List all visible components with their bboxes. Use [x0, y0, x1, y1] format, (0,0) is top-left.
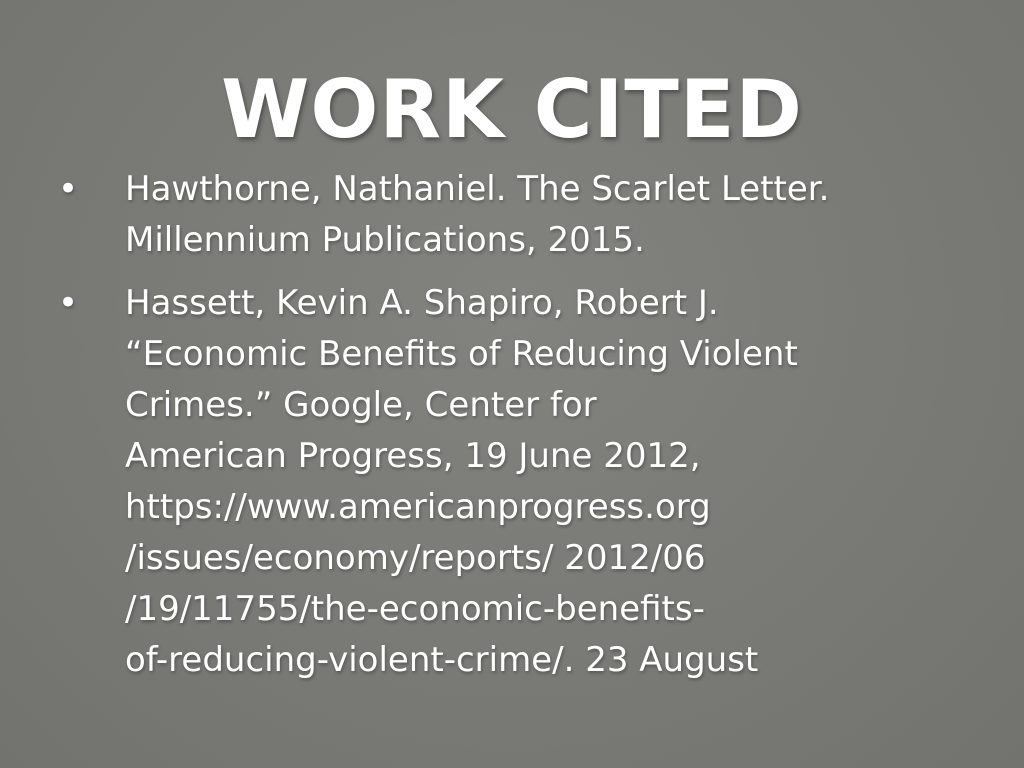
citation-line: Hassett, Kevin A. Shapiro, Robert J.	[125, 283, 719, 323]
bullet-icon: •	[58, 169, 79, 209]
citation-list	[0, 164, 1024, 680]
citation-line: Millennium Publications, 2015.	[125, 220, 645, 260]
citation-line: https://www.americanprogress.org	[125, 487, 711, 527]
slide-title: WORK CITED	[221, 63, 803, 156]
citation-line: /issues/economy/reports/ 2012/06	[125, 538, 706, 578]
bullet-icon: •	[58, 283, 79, 323]
citation-line: /19/11755/the-economic-benefits-	[125, 589, 705, 629]
citation-line: of-reducing-violent-crime/. 23 August	[125, 640, 759, 680]
citation-line: Hawthorne, Nathaniel. The Scarlet Letter.	[125, 169, 830, 209]
citation-item	[0, 278, 1024, 680]
citation-item	[0, 164, 1024, 266]
citation-line: American Progress, 19 June 2012,	[125, 436, 701, 476]
citation-line: Crimes.” Google, Center for	[125, 385, 597, 425]
citation-line: “Economic Benefits of Reducing Violent	[125, 334, 798, 374]
